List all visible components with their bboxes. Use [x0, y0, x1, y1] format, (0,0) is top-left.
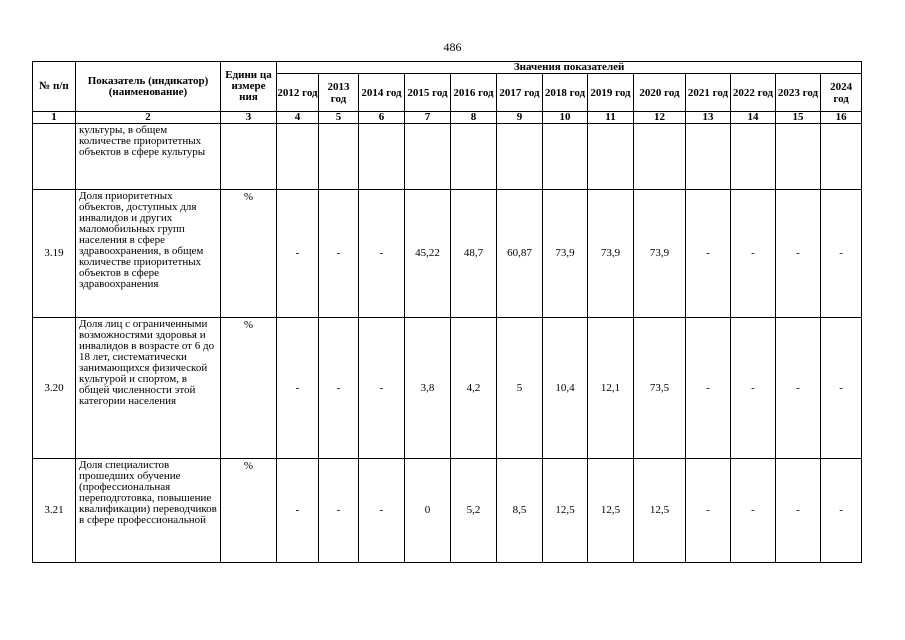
- value-cell: 5: [497, 318, 543, 459]
- value-cell: 73,9: [588, 190, 634, 318]
- header-year: 2022 год: [731, 74, 776, 112]
- header-year: 2017 год: [497, 74, 543, 112]
- value-cell: -: [776, 318, 821, 459]
- indicator-name: Доля специалистов прошедших обучение (профессиональная переподготовка, повышение квалификации) переводчиков в сфере профессиональной: [76, 459, 221, 563]
- header-num: № п/п: [33, 62, 76, 112]
- row-number: 3.19: [33, 190, 76, 318]
- value-cell: 12,5: [634, 459, 686, 563]
- indicator-name: Доля лиц с ограниченными возможностями здоровья и инвалидов в возрасте от 6 до 18 лет, систематически занимающихся физической культурой и спортом, в общей численности этой категории населения: [76, 318, 221, 459]
- indicator-name: Доля приоритетных объектов, доступных для инвалидов и других маломобильных групп населения в сфере здравоохранения, в общем количестве приоритетных объектов в сфере здравоохранения: [76, 190, 221, 318]
- column-number: 5: [319, 112, 359, 124]
- value-cell: [277, 124, 319, 190]
- value-cell: -: [277, 190, 319, 318]
- value-cell: [497, 124, 543, 190]
- value-cell: 60,87: [497, 190, 543, 318]
- value-cell: -: [319, 318, 359, 459]
- table-row: [33, 318, 862, 459]
- unit: %: [221, 459, 277, 563]
- value-cell: [821, 124, 862, 190]
- column-number: 6: [359, 112, 405, 124]
- column-number: 2: [76, 112, 221, 124]
- value-cell: 73,9: [543, 190, 588, 318]
- table-row: [33, 124, 862, 190]
- header-year: 2021 год: [686, 74, 731, 112]
- value-cell: [588, 124, 634, 190]
- value-cell: [451, 124, 497, 190]
- value-cell: 12,5: [588, 459, 634, 563]
- value-cell: 4,2: [451, 318, 497, 459]
- value-cell: [731, 124, 776, 190]
- table-row: [33, 459, 862, 563]
- value-cell: -: [359, 190, 405, 318]
- header-year: 2016 год: [451, 74, 497, 112]
- header-values-group: Значения показателей: [277, 62, 862, 74]
- value-cell: -: [731, 190, 776, 318]
- value-cell: 48,7: [451, 190, 497, 318]
- value-cell: -: [686, 318, 731, 459]
- row-number: [33, 124, 76, 190]
- header-year: 2014 год: [359, 74, 405, 112]
- value-cell: 10,4: [543, 318, 588, 459]
- indicators-table: [32, 61, 862, 563]
- value-cell: 73,9: [634, 190, 686, 318]
- unit: %: [221, 318, 277, 459]
- value-cell: -: [776, 190, 821, 318]
- value-cell: -: [359, 459, 405, 563]
- column-number: 9: [497, 112, 543, 124]
- value-cell: 8,5: [497, 459, 543, 563]
- row-number: 3.21: [33, 459, 76, 563]
- value-cell: 12,5: [543, 459, 588, 563]
- value-cell: -: [359, 318, 405, 459]
- value-cell: 5,2: [451, 459, 497, 563]
- column-number: 11: [588, 112, 634, 124]
- unit: %: [221, 190, 277, 318]
- column-number: 8: [451, 112, 497, 124]
- table-row: [33, 190, 862, 318]
- header-year: 2018 год: [543, 74, 588, 112]
- unit: [221, 124, 277, 190]
- column-number: 1: [33, 112, 76, 124]
- value-cell: [543, 124, 588, 190]
- column-number: 16: [821, 112, 862, 124]
- value-cell: 12,1: [588, 318, 634, 459]
- value-cell: [686, 124, 731, 190]
- value-cell: 3,8: [405, 318, 451, 459]
- header-year: 2024 год: [821, 74, 862, 112]
- value-cell: 0: [405, 459, 451, 563]
- page-number: 486: [443, 40, 462, 54]
- value-cell: -: [686, 459, 731, 563]
- value-cell: -: [731, 459, 776, 563]
- value-cell: [776, 124, 821, 190]
- column-number: 3: [221, 112, 277, 124]
- column-number: 4: [277, 112, 319, 124]
- value-cell: -: [821, 190, 862, 318]
- column-number: 15: [776, 112, 821, 124]
- value-cell: -: [776, 459, 821, 563]
- header-year: 2019 год: [588, 74, 634, 112]
- column-number: 12: [634, 112, 686, 124]
- header-year: 2023 год: [776, 74, 821, 112]
- header-year: 2015 год: [405, 74, 451, 112]
- value-cell: [359, 124, 405, 190]
- header-unit: Едини ца измере ния: [221, 62, 277, 112]
- column-number: 14: [731, 112, 776, 124]
- column-number: 13: [686, 112, 731, 124]
- value-cell: -: [731, 318, 776, 459]
- value-cell: [319, 124, 359, 190]
- value-cell: [405, 124, 451, 190]
- value-cell: -: [686, 190, 731, 318]
- column-number-row: [33, 112, 862, 124]
- value-cell: 73,5: [634, 318, 686, 459]
- header-name: Показатель (индикатор) (наименование): [76, 62, 221, 112]
- header-year: 2012 год: [277, 74, 319, 112]
- value-cell: -: [319, 459, 359, 563]
- value-cell: -: [277, 459, 319, 563]
- value-cell: 45,22: [405, 190, 451, 318]
- column-number: 10: [543, 112, 588, 124]
- row-number: 3.20: [33, 318, 76, 459]
- header-year: 2020 год: [634, 74, 686, 112]
- value-cell: [634, 124, 686, 190]
- value-cell: -: [821, 459, 862, 563]
- column-number: 7: [405, 112, 451, 124]
- value-cell: -: [821, 318, 862, 459]
- indicator-name: культуры, в общем количестве приоритетных объектов в сфере культуры: [76, 124, 221, 190]
- header-year: 2013 год: [319, 74, 359, 112]
- value-cell: -: [319, 190, 359, 318]
- value-cell: -: [277, 318, 319, 459]
